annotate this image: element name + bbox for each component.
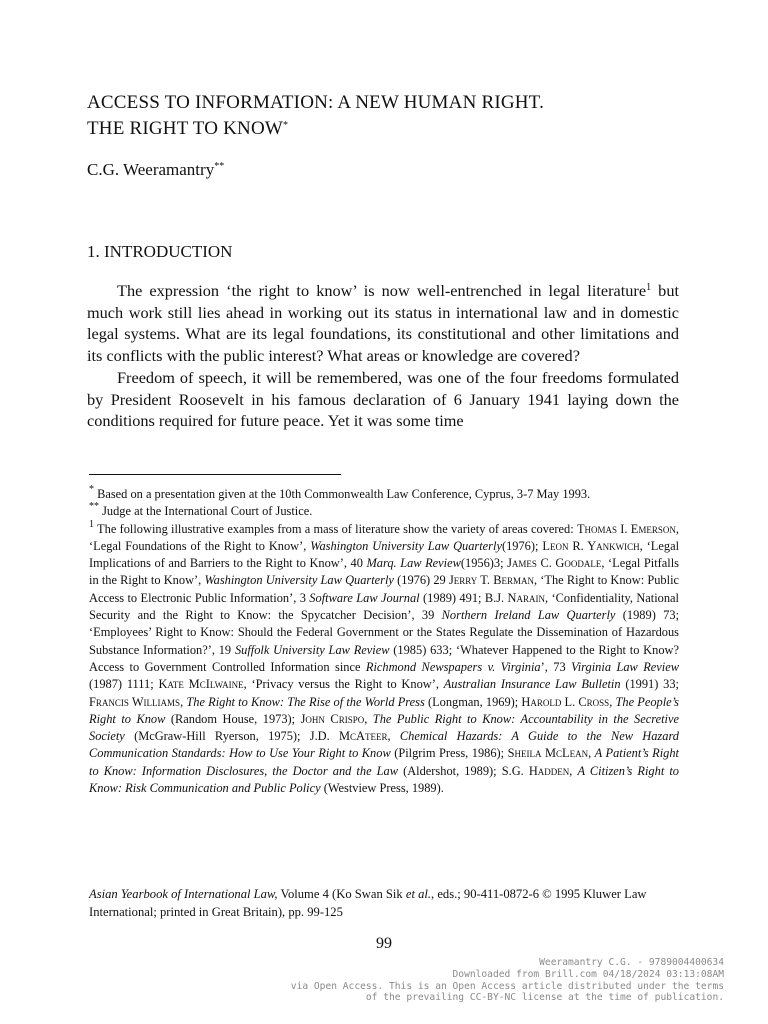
fn1-text: , ‘Legal Foundations of the Right to Know’, [89, 521, 679, 553]
fn1-text: (1987) 1111; [89, 677, 159, 692]
fn1-author: Harold L. Cross [521, 694, 610, 709]
fn1-text: (Westview Press, 1989). [320, 781, 444, 796]
fn1-book-title: The Right to Know: The Rise of the World Press [186, 694, 425, 709]
title-footnote-marker: * [283, 120, 289, 131]
fn1-author: Francis Williams [89, 694, 181, 709]
paragraph-1 [87, 280, 679, 367]
fn1-book-title: The People’s Right to Know [89, 694, 680, 726]
watermark-line-1: Weeramantry C.G. - 9789004400634 [539, 957, 724, 968]
citation-text: Volume 4 (Ko Swan Sik [277, 887, 406, 901]
fn1-text: , ‘Confidentiality, National Security and the Right to Know: the Spycatcher Decision’, 39 [89, 590, 679, 623]
body-text [87, 280, 679, 432]
fn1-book-title: Chemical Hazards: A Guide to the New Hazard Communication Standards: How to Use Your Right to Know [89, 729, 679, 761]
fn1-text: , [387, 729, 400, 744]
fn1-journal: Northern Ireland Law Quarterly [441, 608, 616, 623]
download-watermark [204, 957, 724, 1004]
fn1-text: (Longman, 1969); [424, 694, 522, 709]
fn1-journal: Australian Insurance Law Bulletin [443, 677, 621, 692]
fn1-text: (McGraw-Hill Ryerson, 1975); [124, 729, 310, 744]
fn1-text: , ‘Privacy versus the Right to Know’, [243, 677, 444, 692]
footnote-double-star-marker: ** [89, 501, 99, 513]
author-name [87, 160, 224, 180]
fn1-text: The following illustrative examples from a mass of literature show the variety of areas covered: [94, 521, 577, 536]
fn1-journal: Software Law Journal [309, 590, 420, 605]
title-line-2: THE RIGHT TO KNOW [87, 118, 284, 139]
paragraph-2: Freedom of speech, it will be remembered, was one of the four freedoms formulated by President Roosevelt in his famous declaration of 6 January 1941 laying down the conditions required for future peace. Yet it was some time [87, 367, 679, 431]
section-heading: 1. INTRODUCTION [87, 242, 233, 261]
footnote-1-marker: 1 [89, 518, 94, 530]
fn1-text: , [180, 694, 187, 709]
article-title [87, 90, 687, 142]
publication-citation [89, 886, 685, 921]
fn1-text: , [569, 763, 578, 778]
fn1-text: (1976); [501, 538, 543, 553]
fn1-author: Jerry T. Berman [448, 573, 534, 588]
fn1-text: (1989) 73; ‘Employees’ Right to Know: Should the Federal Government or the States Regulate the Dissemination of Hazardous Substance Information?’, 19 [89, 608, 680, 657]
author-text: C.G. Weeramantry [87, 160, 215, 179]
fn1-journal: Virginia Law Review [571, 659, 680, 674]
fn1-text: (Aldershot, 1989); [398, 763, 502, 778]
fn1-text: (1956)3; [460, 556, 508, 571]
fn1-text: , ‘Legal Pitfalls in the Right to Know’, [89, 556, 680, 588]
footnote-double-star [89, 503, 679, 520]
footnote-star-text: Based on a presentation given at the 10th Commonwealth Law Conference, Cyprus, 3-7 May 1993. [94, 487, 591, 501]
fn1-journal: Suffolk University Law Review [234, 642, 390, 657]
fn1-journal: Washington University Law Quarterly [310, 538, 502, 553]
fn1-text: (Random House, 1973); [165, 711, 301, 726]
fn1-text: , ‘Legal Implications of and Barriers to the Right to Know’, 40 [89, 538, 680, 571]
watermark-line-3: via Open Access. This is an Open Access article distributed under the terms [290, 980, 724, 992]
fn1-book-title: The Public Right to Know: Accountability in the Secretive Society [89, 711, 679, 744]
fn1-author: J.D. McAteer [309, 729, 388, 744]
fn1-text: , [588, 746, 595, 761]
citation-journal: Asian Yearbook of International Law, [89, 887, 278, 901]
paragraph-1-text-b: but much work still lies ahead in working out its status in international law and in domestic legal systems. What are its legal foundations, its constitutional and other limitations and its conflicts with the public interest? What areas or knowledge are covered? [87, 281, 679, 366]
fn1-text: (1991) 33; [620, 677, 680, 692]
fn1-text: , [609, 694, 616, 709]
fn1-journal: Washington University Law Quarterly [204, 573, 394, 588]
fn1-text: (1989) 491; [419, 590, 485, 605]
footnote-separator [89, 474, 341, 475]
fn1-text: (Pilgrim Press, 1986); [390, 746, 508, 761]
footnotes [89, 486, 679, 797]
paragraph-1-text-a: The expression ‘the right to know’ is now well-entrenched in legal literature [117, 281, 647, 300]
fn1-author: S.G. Hadden [501, 763, 570, 778]
fn1-case-name: Richmond Newspapers v. Virginia [365, 659, 541, 674]
citation-etal: et al. [405, 887, 432, 901]
footnote-star-marker: * [89, 484, 94, 495]
watermark-line-4: of the prevailing CC-BY-NC license at the time of publication. [365, 992, 724, 1004]
page-number: 99 [376, 935, 392, 952]
fn1-author: Sheila McLean [507, 746, 589, 761]
citation-text: , eds.; 90-411-0872-6 © 1995 Kluwer Law International; printed in Great Britain), pp. 99-125 [89, 887, 647, 919]
watermark-line-2: Downloaded from Brill.com 04/18/2024 03:13:08AM [452, 968, 724, 980]
author-footnote-marker: ** [214, 161, 225, 172]
fn1-author: B.J. Narain [484, 590, 545, 605]
fn1-text: (1976) 29 [393, 573, 449, 588]
fn1-book-title: A Patient’s Right to Know: Information Disclosures, the Doctor and the Law [89, 746, 679, 778]
fn1-author: Kate McIlwaine [158, 677, 244, 692]
fn1-text: ’, 73 [540, 659, 572, 674]
title-line-1: ACCESS TO INFORMATION: A NEW HUMAN RIGHT. [87, 92, 545, 113]
fn1-text: , [364, 711, 373, 726]
fn1-author: James C. Goodale [507, 556, 602, 571]
fn1-author: Thomas I. Emerson [576, 521, 676, 536]
fn1-author: John Crispo [300, 711, 365, 726]
fn1-journal: Marq. Law Review [366, 556, 461, 571]
footnote-ref-1: 1 [646, 282, 652, 293]
fn1-text: (1985) 633; ‘Whatever Happened to the Right to Know? Access to Government Controlled Information since [89, 642, 679, 674]
footnote-star [89, 486, 679, 503]
fn1-text: , ‘The Right to Know: Public Access to Electronic Public Information’, 3 [89, 573, 680, 605]
fn1-author: Leon R. Yankwich [542, 538, 640, 553]
fn1-book-title: A Citizen’s Right to Know: Risk Communication and Public Policy [89, 763, 679, 796]
footnote-double-star-text: Judge at the International Court of Justice. [99, 504, 313, 519]
footnote-1 [89, 518, 680, 798]
